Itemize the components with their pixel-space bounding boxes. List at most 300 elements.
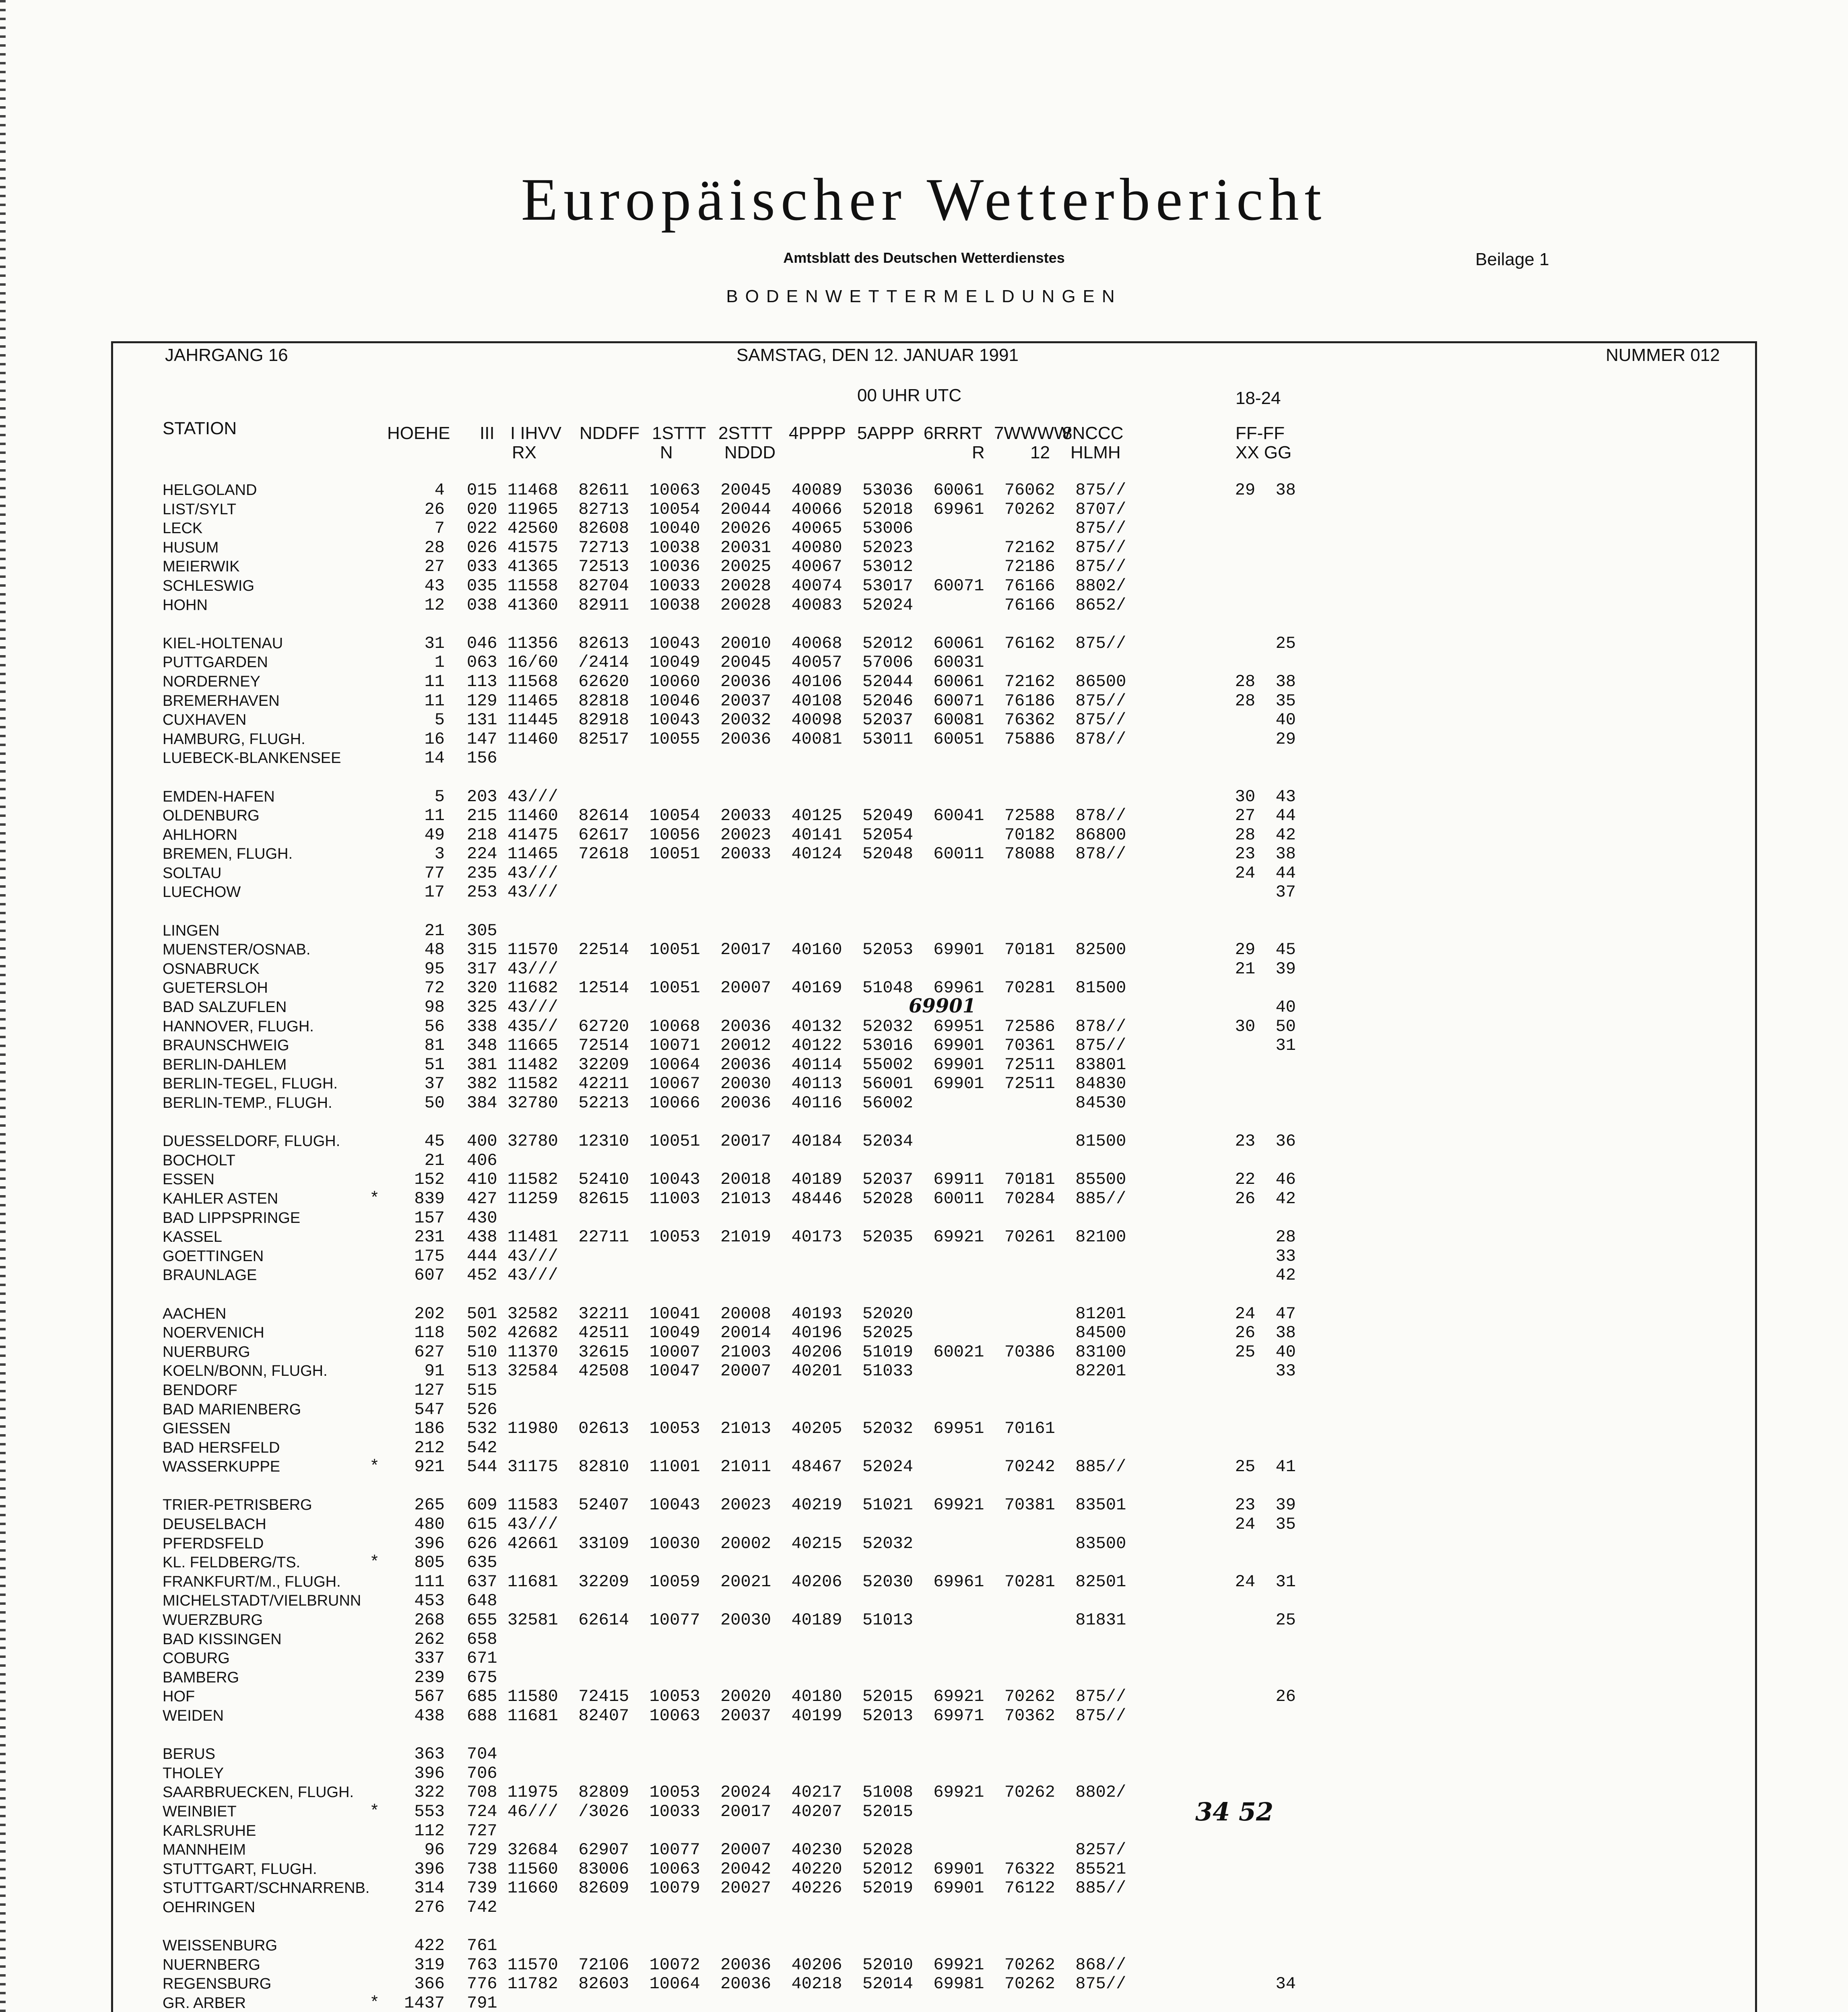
station-name: BERUS	[163, 1746, 215, 1763]
station-elevation: 118	[414, 1323, 445, 1343]
station-elevation: 319	[414, 1955, 445, 1975]
table-row	[0, 1591, 1848, 1611]
max-wind-gust: 25	[1275, 1610, 1296, 1630]
report-date: SAMSTAG, DEN 12. JANUAR 1991	[736, 345, 1019, 365]
station-name: KIEL-HOLTENAU	[163, 635, 283, 652]
synop-groups: 727	[467, 1821, 497, 1841]
col-r: R	[972, 443, 985, 462]
table-row	[0, 500, 1848, 519]
max-wind-gust: 28 38	[1235, 672, 1296, 691]
station-name: DEUSELBACH	[163, 1516, 266, 1533]
synop-groups: 427 11259 82615 11003 21013 48446 52028 60011 70284 885//	[467, 1189, 1126, 1208]
table-row	[0, 883, 1848, 902]
table-row	[0, 1668, 1848, 1688]
synop-groups: 317 43///	[467, 959, 558, 979]
station-elevation: 276	[414, 1897, 445, 1917]
col-7wwww: 7WWWW	[994, 423, 1071, 443]
station-elevation: 5	[434, 710, 445, 730]
table-row	[0, 692, 1848, 711]
synop-groups: 026 41575 72713 10038 20031 40080 52023 72162 875//	[467, 538, 1126, 557]
synop-groups: 020 11965 82713 10054 20044 40066 52018 69961 70262 8707/	[467, 499, 1126, 519]
synop-groups: 729 32684 62907 10077 20007 40230 52028 8257/	[467, 1840, 1126, 1860]
station-elevation: 7	[434, 519, 445, 538]
mountain-station-marker: *	[369, 1189, 380, 1208]
station-name: EMDEN-HAFEN	[163, 788, 275, 805]
station-name: GR. ARBER	[163, 1994, 246, 2012]
table-row	[0, 1266, 1848, 1285]
col-n: N	[660, 443, 673, 462]
synop-groups: 791	[467, 1993, 497, 2012]
synop-groups: 742	[467, 1897, 497, 1917]
col-12: 12	[1030, 443, 1050, 462]
table-row	[0, 730, 1848, 749]
station-elevation: 17	[424, 882, 445, 902]
synop-groups: 235 43///	[467, 863, 558, 883]
station-table	[0, 481, 1848, 2012]
station-elevation: 453	[414, 1591, 445, 1611]
station-name: KOELN/BONN, FLUGH.	[163, 1363, 328, 1380]
station-elevation: 337	[414, 1649, 445, 1668]
station-elevation: 4	[434, 480, 445, 500]
table-row	[0, 1975, 1848, 1994]
max-wind-gust: 40	[1275, 710, 1296, 730]
group-spacer	[0, 1285, 1848, 1305]
station-name: BAMBERG	[163, 1669, 239, 1686]
station-name: HANNOVER, FLUGH.	[163, 1018, 314, 1035]
synop-groups: 706	[467, 1763, 497, 1783]
synop-groups: 438 11481 22711 10053 21019 40173 52035 69921 70261 82100	[467, 1227, 1126, 1247]
station-elevation: 56	[424, 1016, 445, 1036]
synop-groups: 502 42682 42511 10049 20014 40196 52025 84500	[467, 1323, 1126, 1343]
station-elevation: 480	[414, 1515, 445, 1534]
max-wind-gust: 33	[1275, 1246, 1296, 1266]
station-name: WEIDEN	[163, 1707, 224, 1724]
station-elevation: 96	[424, 1840, 445, 1860]
station-name: REGENSBURG	[163, 1975, 272, 1993]
station-elevation: 31	[424, 633, 445, 653]
synop-groups: 215 11460 82614 10054 20033 40125 52049 60041 72588 878//	[467, 806, 1126, 826]
station-elevation: 91	[424, 1361, 445, 1381]
synop-groups: 015 11468 82611 10063 20045 40089 53036 60061 76062 875//	[467, 480, 1126, 500]
station-elevation: 422	[414, 1936, 445, 1956]
station-name: GIESSEN	[163, 1420, 231, 1437]
synop-groups: 224 11465 72618 10051 20033 40124 52048 60011 78088 878//	[467, 844, 1126, 864]
station-name: HOHN	[163, 596, 208, 614]
synop-groups: 515	[467, 1380, 497, 1400]
max-wind-gust: 26 38	[1235, 1323, 1296, 1343]
station-elevation: 95	[424, 959, 445, 979]
mountain-station-marker: *	[369, 1553, 380, 1573]
max-wind-gust: 22 46	[1235, 1170, 1296, 1189]
station-name: COBURG	[163, 1650, 230, 1667]
table-row	[0, 634, 1848, 653]
synop-groups: 648	[467, 1591, 497, 1611]
synop-groups: 348 11665 72514 10071 20012 40122 53016 69901 70361 875//	[467, 1036, 1126, 1055]
synop-groups: 675	[467, 1668, 497, 1687]
station-name: NUERNBERG	[163, 1956, 260, 1973]
station-elevation: 1437	[404, 1993, 445, 2012]
table-row	[0, 1017, 1848, 1037]
station-name: OSNABRUCK	[163, 960, 260, 977]
table-row	[0, 653, 1848, 672]
synop-groups: 338 435// 62720 10068 20036 40132 52032 69951 72586 878//	[467, 1016, 1126, 1036]
station-name: MUENSTER/OSNAB.	[163, 941, 311, 959]
table-row	[0, 1439, 1848, 1458]
table-row	[0, 1228, 1848, 1247]
station-elevation: 11	[424, 691, 445, 711]
max-wind-gust: 26	[1275, 1687, 1296, 1707]
table-row	[0, 1400, 1848, 1420]
table-row	[0, 1879, 1848, 1898]
max-wind-gust: 27 44	[1235, 806, 1296, 826]
station-elevation: 396	[414, 1859, 445, 1879]
table-row	[0, 1936, 1848, 1956]
table-row	[0, 1036, 1848, 1055]
col-station: STATION	[163, 418, 237, 438]
table-row	[0, 1764, 1848, 1783]
station-name: BAD HERSFELD	[163, 1439, 280, 1456]
synop-groups: 406	[467, 1150, 497, 1170]
station-elevation: 21	[424, 1150, 445, 1170]
mountain-station-marker: *	[369, 1802, 380, 1821]
station-elevation: 21	[424, 921, 445, 940]
max-wind-gust: 23 38	[1235, 844, 1296, 864]
max-wind-gust: 28	[1275, 1227, 1296, 1247]
station-name: GOETTINGEN	[163, 1247, 264, 1265]
synop-groups: 253 43///	[467, 882, 558, 902]
table-row	[0, 1362, 1848, 1381]
table-row	[0, 1534, 1848, 1554]
station-name: NORDERNEY	[163, 673, 260, 690]
col-xxgg: XX GG	[1235, 443, 1292, 462]
mountain-station-marker: *	[369, 1457, 380, 1477]
table-row	[0, 1094, 1848, 1113]
max-wind-gust: 24 44	[1235, 863, 1296, 883]
col-hoehe: HOEHE	[387, 423, 450, 443]
synop-groups: 035 11558 82704 10033 20028 40074 53017 60071 76166 8802/	[467, 576, 1126, 596]
station-elevation: 127	[414, 1380, 445, 1400]
group-spacer	[0, 902, 1848, 921]
synop-groups: 655 32581 62614 10077 20030 40189 51013 81831	[467, 1610, 1126, 1630]
station-name: LECK	[163, 520, 203, 537]
station-elevation: 11	[424, 672, 445, 691]
table-row	[0, 577, 1848, 596]
station-elevation: 396	[414, 1534, 445, 1553]
synop-groups: 609 11583 52407 10043 20023 40219 51021 69921 70381 83501	[467, 1495, 1126, 1515]
synop-groups: 708 11975 82809 10053 20024 40217 51008 69921 70262 8802/	[467, 1783, 1126, 1802]
station-elevation: 547	[414, 1400, 445, 1419]
table-row	[0, 1457, 1848, 1477]
station-name: SAARBRUECKEN, FLUGH.	[163, 1784, 354, 1801]
station-name: CUXHAVEN	[163, 711, 247, 729]
station-name: BOCHOLT	[163, 1152, 235, 1169]
station-name: BAD KISSINGEN	[163, 1631, 282, 1648]
synop-groups: 382 11582 42211 10067 20030 40113 56001 69901 72511 84830	[467, 1074, 1126, 1094]
station-name: ESSEN	[163, 1171, 214, 1188]
synop-groups: 033 41365 72513 10036 20025 40067 53012 72186 875//	[467, 557, 1126, 577]
station-elevation: 111	[414, 1572, 445, 1591]
col-hlmh: HLMH	[1070, 443, 1121, 462]
table-row	[0, 1419, 1848, 1439]
table-row	[0, 557, 1848, 577]
max-wind-gust: 28 42	[1235, 825, 1296, 845]
max-wind-gust: 24 35	[1235, 1515, 1296, 1534]
table-row	[0, 845, 1848, 864]
station-name: AHLHORN	[163, 826, 237, 843]
station-name: LUEBECK-BLANKENSEE	[163, 750, 341, 767]
col-iihvv: I IHVV	[510, 423, 562, 443]
col-nddd: NDDD	[724, 443, 776, 462]
station-name: OLDENBURG	[163, 807, 260, 825]
max-wind-gust: 23 39	[1235, 1495, 1296, 1515]
station-name: HOF	[163, 1688, 195, 1705]
max-wind-gust: 25 41	[1235, 1457, 1296, 1477]
synop-groups: 022 42560 82608 10040 20026 40065 53006 875//	[467, 519, 1126, 538]
station-elevation: 3	[434, 844, 445, 864]
table-row	[0, 711, 1848, 730]
station-elevation: 112	[414, 1821, 445, 1841]
table-row	[0, 1305, 1848, 1324]
table-row	[0, 1802, 1848, 1822]
station-name: WEISSENBURG	[163, 1937, 278, 1954]
station-name: THOLEY	[163, 1765, 224, 1782]
synop-groups: 400 32780 12310 10051 20017 40184 52034 81500	[467, 1132, 1126, 1151]
station-elevation: 37	[424, 1074, 445, 1094]
synop-groups: 510 11370 32615 10007 21003 40206 51019 60021 70386 83100	[467, 1342, 1126, 1362]
station-name: HAMBURG, FLUGH.	[163, 730, 305, 748]
col-5appp: 5APPP	[857, 423, 914, 443]
station-elevation: 553	[414, 1802, 445, 1821]
station-name: PUTTGARDEN	[163, 654, 268, 671]
mountain-station-marker: *	[369, 1993, 380, 2012]
synop-groups: 131 11445 82918 10043 20032 40098 52037 60081 76362 875//	[467, 710, 1126, 730]
synop-groups: 738 11560 83006 10063 20042 40220 52012 69901 76322 85521	[467, 1859, 1126, 1879]
station-name: BERLIN-DAHLEM	[163, 1056, 287, 1073]
station-elevation: 49	[424, 825, 445, 845]
station-name: WASSERKUPPE	[163, 1458, 280, 1476]
station-name: SCHLESWIG	[163, 577, 255, 594]
table-row	[0, 1496, 1848, 1515]
station-elevation: 14	[424, 748, 445, 768]
max-wind-gust: 34	[1275, 1974, 1296, 1994]
max-wind-gust: 24 47	[1235, 1304, 1296, 1323]
max-wind-gust: 33	[1275, 1361, 1296, 1381]
col-6rrrt: 6RRRT	[924, 423, 982, 443]
station-elevation: 805	[414, 1553, 445, 1573]
col-2sttt: 2STTT	[718, 423, 773, 443]
column-headers	[0, 418, 1848, 463]
table-row	[0, 787, 1848, 807]
station-name: KARLSRUHE	[163, 1822, 256, 1839]
station-elevation: 231	[414, 1227, 445, 1247]
station-name: BREMERHAVEN	[163, 692, 280, 709]
station-elevation: 265	[414, 1495, 445, 1515]
station-name: LUECHOW	[163, 884, 241, 901]
table-row	[0, 1841, 1848, 1860]
synop-groups: 203 43///	[467, 787, 558, 806]
max-wind-gust: 40	[1275, 998, 1296, 1017]
table-row	[0, 1573, 1848, 1592]
max-wind-gust: 29 45	[1235, 940, 1296, 960]
station-elevation: 12	[424, 595, 445, 615]
synop-groups: 320 11682 12514 10051 20007 40169 51048 69961 70281 81500	[467, 978, 1126, 998]
col-4pppp: 4PPPP	[789, 423, 846, 443]
max-wind-gust: 25 40	[1235, 1342, 1296, 1362]
synop-groups: 147 11460 82517 10055 20036 40081 53011 60051 75886 878//	[467, 729, 1126, 749]
station-elevation: 175	[414, 1246, 445, 1266]
station-name: BAD MARIENBERG	[163, 1401, 301, 1418]
max-wind-gust: 26 42	[1235, 1189, 1296, 1208]
table-row	[0, 1132, 1848, 1151]
col-ffff: FF-FF	[1235, 423, 1285, 443]
max-wind-gust: 21 39	[1235, 959, 1296, 979]
station-name: TRIER-PETRISBERG	[163, 1497, 312, 1514]
station-elevation: 27	[424, 557, 445, 577]
station-elevation: 322	[414, 1783, 445, 1802]
max-wind-gust: 42	[1275, 1266, 1296, 1285]
station-elevation: 607	[414, 1266, 445, 1285]
table-row	[0, 1822, 1848, 1841]
table-row	[0, 1898, 1848, 1917]
table-row	[0, 1323, 1848, 1343]
table-row	[0, 1343, 1848, 1362]
station-name: STUTTGART/SCHNARRENB.	[163, 1880, 370, 1897]
synop-groups: 038 41360 82911 10038 20028 40083 52024 76166 8652/	[467, 595, 1126, 615]
col-rx: RX	[512, 443, 537, 462]
volume-label: JAHRGANG 16	[165, 345, 288, 365]
max-wind-gust: 37	[1275, 882, 1296, 902]
station-elevation: 48	[424, 940, 445, 960]
station-name: PFERDSFELD	[163, 1535, 264, 1552]
synop-groups: 763 11570 72106 10072 20036 40206 52010 69921 70262 868//	[467, 1955, 1126, 1975]
observation-time: 00 UHR UTC	[857, 385, 962, 405]
station-elevation: 1	[434, 653, 445, 672]
station-name: BRAUNSCHWEIG	[163, 1037, 289, 1054]
col-1sttt: 1STTT	[652, 423, 706, 443]
col-nddff: NDDFF	[580, 423, 640, 443]
synop-groups: 542	[467, 1438, 497, 1457]
station-elevation: 314	[414, 1878, 445, 1898]
synop-groups: 724 46/// /3026 10033 20017 40207 52015	[467, 1802, 913, 1821]
station-name: SOLTAU	[163, 864, 222, 882]
station-name: BAD SALZUFLEN	[163, 999, 287, 1016]
issue-number: NUMMER 012	[1606, 345, 1720, 365]
publisher-subtitle: Amtsblatt des Deutschen Wetterdienstes	[783, 249, 1065, 266]
synop-groups: 444 43///	[467, 1246, 558, 1266]
supplement-label: Beilage 1	[1475, 249, 1549, 269]
station-name: NUERBURG	[163, 1343, 250, 1361]
station-elevation: 186	[414, 1419, 445, 1439]
station-elevation: 212	[414, 1438, 445, 1457]
station-elevation: 26	[424, 499, 445, 519]
table-row	[0, 1630, 1848, 1649]
table-row	[0, 1189, 1848, 1209]
table-row	[0, 1209, 1848, 1228]
table-row	[0, 1170, 1848, 1189]
synop-groups: 761	[467, 1936, 497, 1956]
synop-groups: 501 32582 32211 10041 20008 40193 52020 81201	[467, 1304, 1126, 1323]
table-row	[0, 672, 1848, 692]
table-row	[0, 1553, 1848, 1573]
synop-groups: 688 11681 82407 10063 20037 40199 52013 69971 70362 875//	[467, 1706, 1126, 1725]
station-name: WEINBIET	[163, 1803, 237, 1820]
station-name: MICHELSTADT/VIELBRUNN	[163, 1592, 361, 1610]
synop-groups: 129 11465 82818 10046 20037 40108 52046 60071 76186 875//	[467, 691, 1126, 711]
table-row	[0, 1074, 1848, 1094]
synop-groups: 635	[467, 1553, 497, 1573]
station-elevation: 567	[414, 1687, 445, 1707]
station-elevation: 921	[414, 1457, 445, 1477]
station-elevation: 627	[414, 1342, 445, 1362]
synop-groups: 305	[467, 921, 497, 940]
synop-groups: 626 42661 33109 10030 20002 40215 52032 83500	[467, 1534, 1126, 1553]
max-wind-gust: 30 50	[1235, 1016, 1296, 1036]
period-label: 18-24	[1235, 388, 1281, 408]
station-elevation: 72	[424, 978, 445, 998]
synop-groups: 063 16/60 /2414 10049 20045 40057 57006 60031	[467, 653, 984, 672]
synop-groups: 315 11570 22514 10051 20017 40160 52053 69901 70181 82500	[467, 940, 1126, 960]
synop-groups: 325 43///	[467, 998, 558, 1017]
synop-groups: 218 41475 62617 10056 20023 40141 52054 70182 86800	[467, 825, 1126, 845]
station-name: BENDORF	[163, 1381, 237, 1399]
station-name: BERLIN-TEGEL, FLUGH.	[163, 1075, 338, 1093]
max-wind-gust: 30 43	[1235, 787, 1296, 806]
table-row	[0, 1745, 1848, 1764]
station-elevation: 363	[414, 1744, 445, 1764]
table-row	[0, 1055, 1848, 1075]
table-row	[0, 1381, 1848, 1400]
station-elevation: 152	[414, 1170, 445, 1189]
station-elevation: 16	[424, 729, 445, 749]
station-name: MEIERWIK	[163, 558, 240, 575]
table-row	[0, 1956, 1848, 1975]
synop-groups: 410 11582 52410 10043 20018 40189 52037 69911 70181 85500	[467, 1170, 1126, 1189]
synop-groups: 156	[467, 748, 497, 768]
max-wind-gust: 29	[1275, 729, 1296, 749]
station-name: KAHLER ASTEN	[163, 1190, 278, 1207]
table-row	[0, 806, 1848, 826]
station-name: BREMEN, FLUGH.	[163, 845, 293, 863]
station-elevation: 268	[414, 1610, 445, 1630]
synop-groups: 704	[467, 1744, 497, 1764]
station-name: DUESSELDORF, FLUGH.	[163, 1133, 340, 1150]
max-wind-gust: 24 31	[1235, 1572, 1296, 1591]
station-elevation: 239	[414, 1668, 445, 1687]
group-spacer	[0, 768, 1848, 787]
synop-groups: 532 11980 02613 10053 21013 40205 52032 69951 70161	[467, 1419, 1055, 1439]
station-elevation: 98	[424, 998, 445, 1017]
station-elevation: 77	[424, 863, 445, 883]
max-wind-gust: 23 36	[1235, 1132, 1296, 1151]
table-row	[0, 1860, 1848, 1879]
synop-groups: 658	[467, 1629, 497, 1649]
group-spacer	[0, 1477, 1848, 1496]
station-elevation: 438	[414, 1706, 445, 1725]
col-iii: III	[480, 423, 495, 443]
table-row	[0, 1151, 1848, 1171]
synop-groups: 544 31175 82810 11001 21011 48467 52024 70242 885//	[467, 1457, 1126, 1477]
synop-groups: 381 11482 32209 10064 20036 40114 55002 69901 72511 83801	[467, 1055, 1126, 1074]
table-row	[0, 940, 1848, 960]
table-row	[0, 1687, 1848, 1707]
synop-groups: 637 11681 32209 10059 20021 40206 52030 69961 70281 82501	[467, 1572, 1126, 1591]
synop-groups: 452 43///	[467, 1266, 558, 1285]
station-elevation: 81	[424, 1036, 445, 1055]
synop-groups: 430	[467, 1208, 497, 1228]
table-row	[0, 1707, 1848, 1726]
table-row	[0, 864, 1848, 883]
synop-groups: 384 32780 52213 10066 20036 40116 56002 84530	[467, 1093, 1126, 1113]
